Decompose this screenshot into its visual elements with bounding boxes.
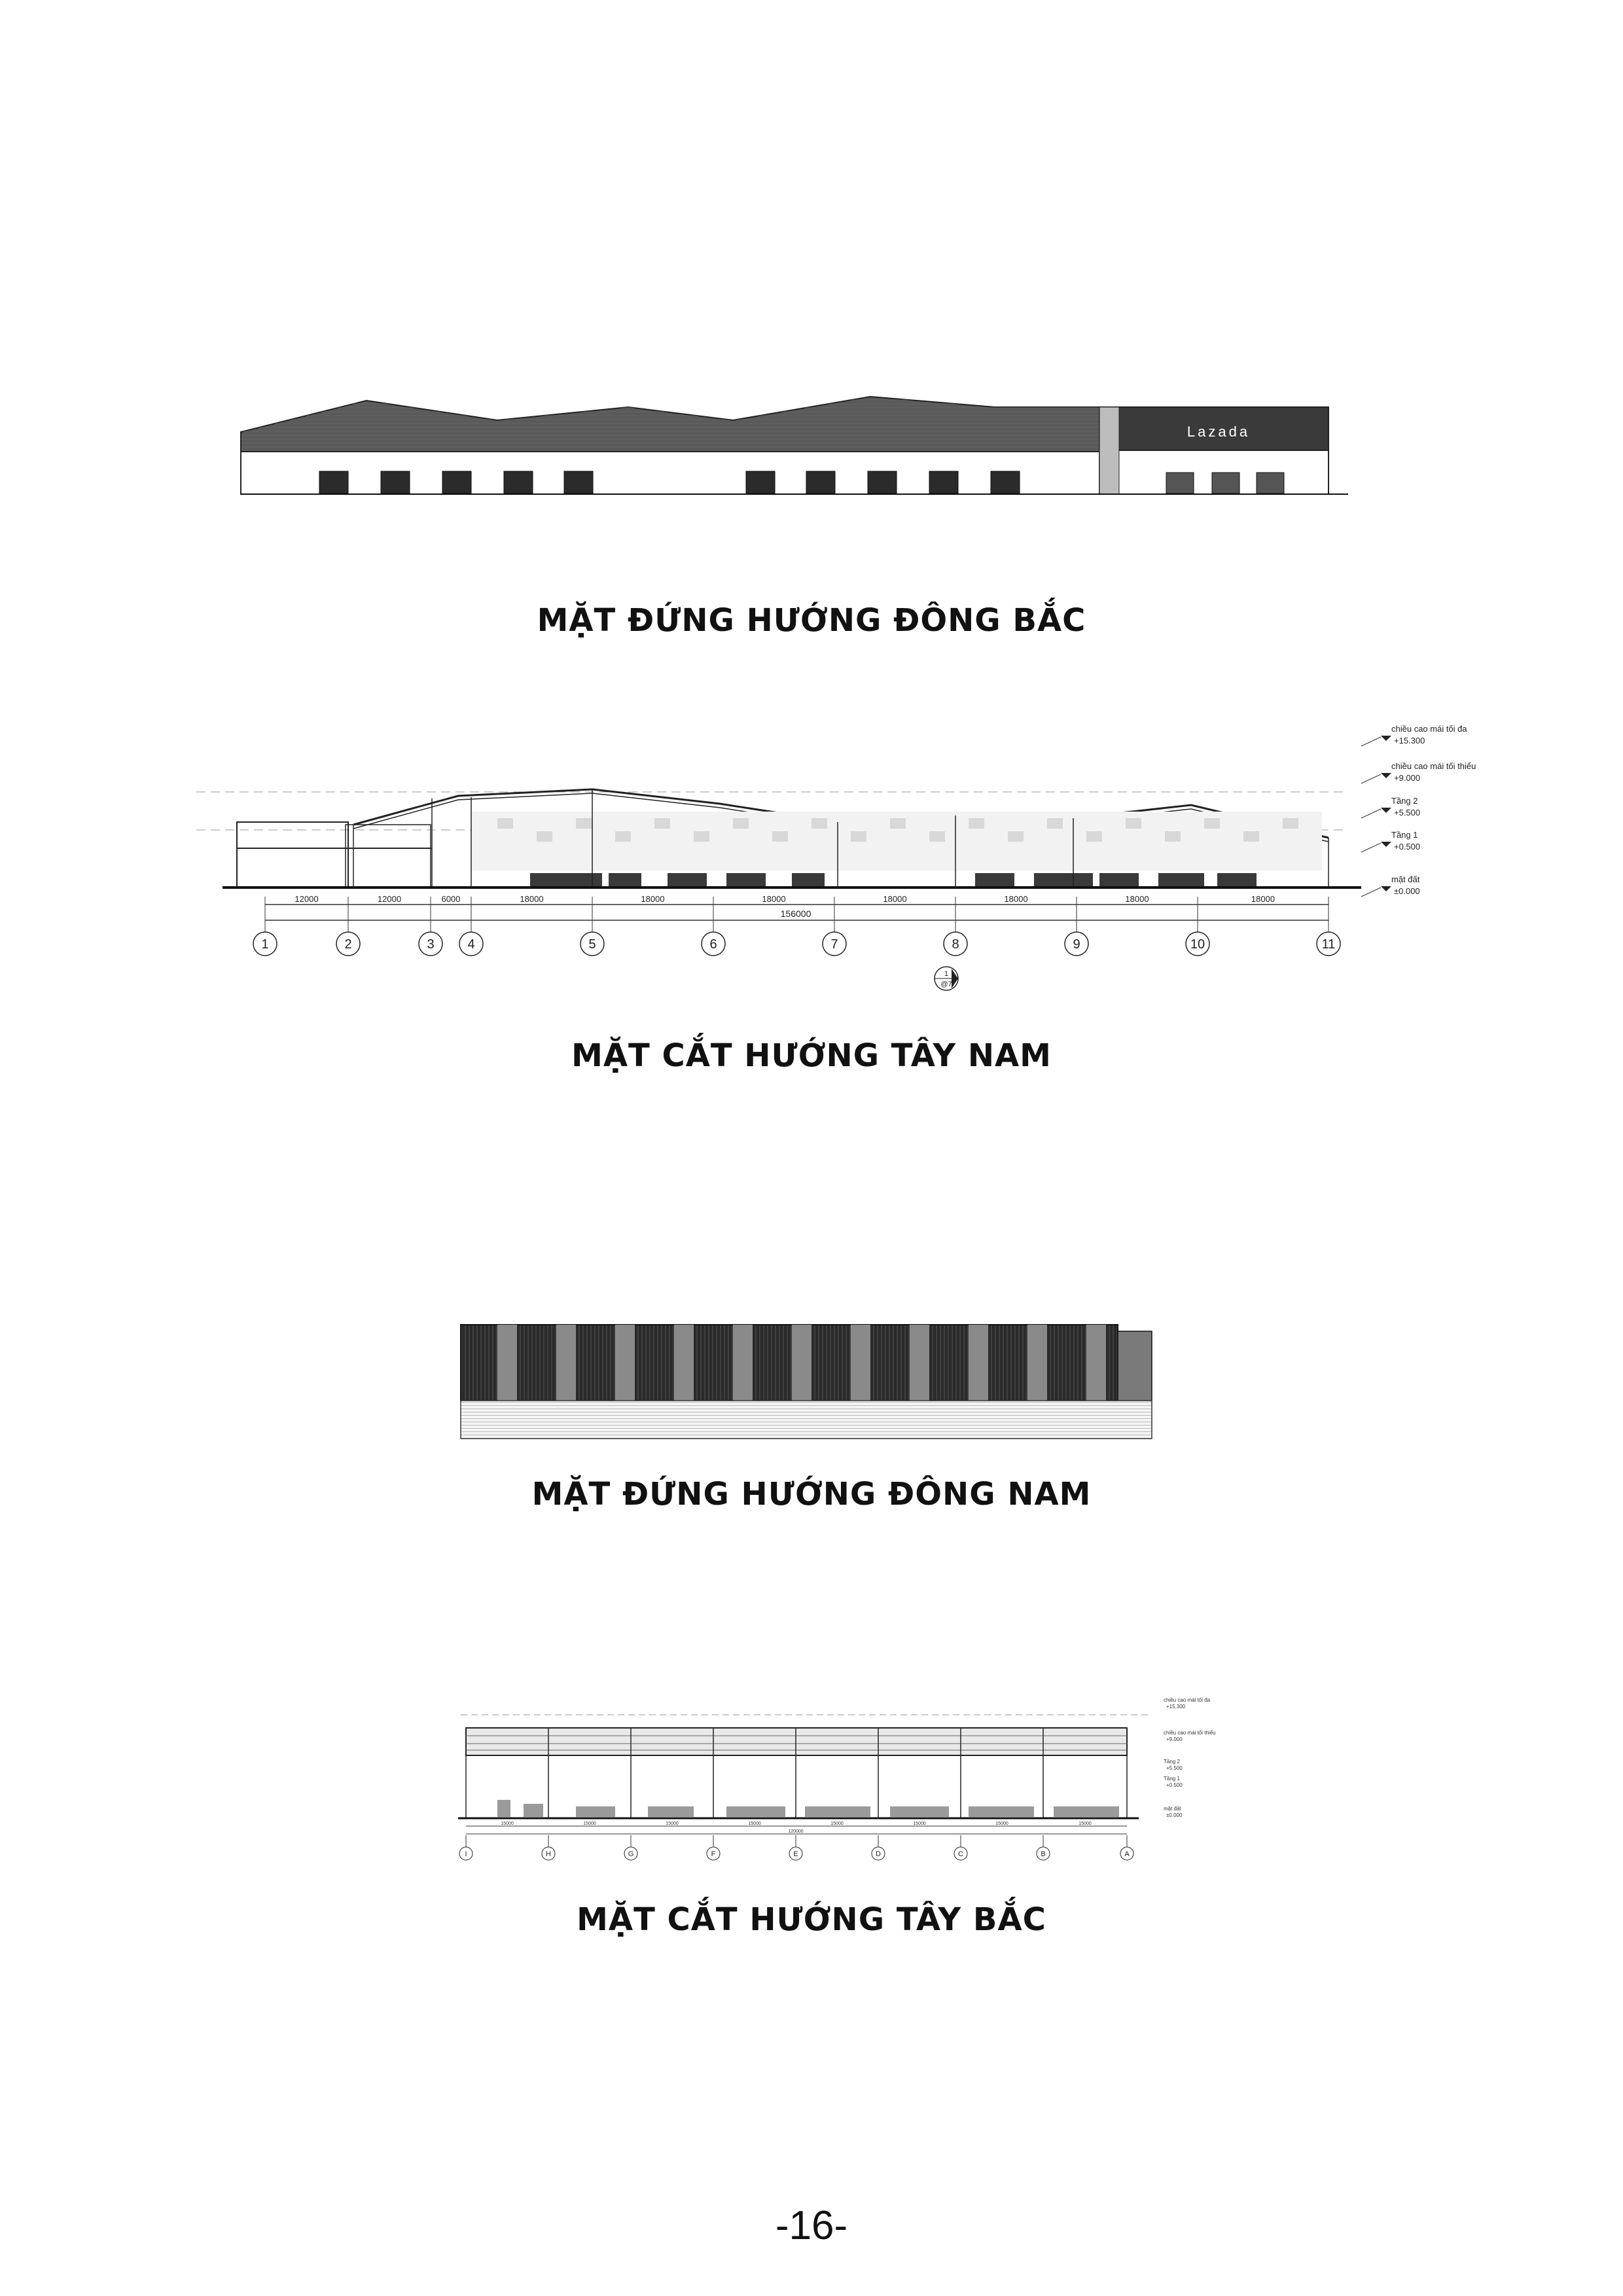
grid-axis-bubble (336, 897, 360, 956)
grid-axis-bubble (419, 897, 442, 956)
grid-axis-label: 7 (830, 937, 838, 952)
level-label: Tầng 1 (1164, 1776, 1180, 1782)
total-dimension: 156000 (780, 908, 812, 919)
span-dimension: 12000 (377, 894, 402, 904)
grid-axis-label: 6 (709, 937, 717, 952)
grid-axis-label: 9 (1073, 937, 1080, 952)
rack-rows (497, 1800, 1119, 1817)
level-marker (1361, 796, 1420, 818)
level-marker (1164, 1776, 1183, 1788)
caption-northeast-elevation: MẶT ĐỨNG HƯỚNG ĐÔNG BẮC (537, 602, 1086, 639)
grid-axis-bubble (459, 897, 483, 956)
level-marker (1164, 1759, 1183, 1771)
level-marker (1164, 1697, 1211, 1710)
span-dimension: 15000 (995, 1821, 1008, 1826)
grid-axis-label: 5 (588, 937, 596, 952)
northeast-elevation-drawing (0, 367, 1623, 524)
level-label: chiều cao mái tối đa (1164, 1697, 1211, 1703)
caption-northwest-section: MẶT CẮT HƯỚNG TÂY BẮC (577, 1901, 1046, 1938)
grid-axis-label: A (1124, 1850, 1130, 1858)
roof-truss-band (466, 1728, 1127, 1755)
grid-axis-label: 4 (467, 937, 475, 952)
level-value: ±0.000 (1394, 886, 1420, 896)
span-dimension: 15000 (913, 1821, 926, 1826)
span-dimension: 18000 (1125, 894, 1149, 904)
grid-axis-bubble (944, 897, 967, 956)
span-dimension: 15000 (583, 1821, 596, 1826)
grid-axis-bubble (823, 897, 846, 956)
northwest-section-drawing (0, 1695, 1623, 1878)
grid-axis-label: C (958, 1850, 963, 1858)
level-label: chiều cao mái tối thiểu (1164, 1730, 1216, 1736)
brand-sign: Lazada (1186, 423, 1251, 440)
span-dimension: 18000 (1251, 894, 1275, 904)
grid-axis-bubble (459, 1835, 473, 1860)
grid-axis-bubble (789, 1835, 802, 1860)
level-value: +5.500 (1166, 1765, 1183, 1771)
level-label: Tầng 1 (1391, 830, 1418, 840)
section-marker-bottom: @7 (940, 980, 952, 988)
level-value: +0.500 (1394, 842, 1421, 852)
caption-southwest-section: MẶT CẮT HƯỚNG TÂY NAM (571, 1037, 1052, 1074)
level-label: Tầng 2 (1391, 796, 1418, 806)
grid-axis-bubble (580, 897, 604, 956)
grid-axis-label: H (546, 1850, 551, 1858)
level-marker (1361, 761, 1476, 783)
level-marker (1361, 874, 1420, 897)
grid-axis-bubble (1120, 1835, 1133, 1860)
span-dimension: 15000 (748, 1821, 761, 1826)
page-number: -16- (775, 2203, 848, 2248)
grid-axis-label: 11 (1321, 937, 1336, 952)
span-dimension: 18000 (1004, 894, 1028, 904)
grid-axis-bubble (1037, 1835, 1050, 1860)
level-marker (1361, 724, 1467, 746)
grid-axis-bubble (253, 897, 277, 956)
grid-axis-bubble (707, 1835, 720, 1860)
grid-axis-label: B (1041, 1850, 1046, 1858)
grid-axis-label: D (876, 1850, 881, 1858)
grid-axis-bubble (702, 897, 725, 956)
level-label: mặt đất (1391, 874, 1420, 884)
level-label: chiều cao mái tối thiểu (1391, 761, 1476, 771)
grid-axis-label: 8 (952, 937, 959, 952)
level-marker (1164, 1806, 1183, 1818)
span-dimension: 15000 (1079, 1821, 1092, 1826)
level-value: +9.000 (1394, 773, 1421, 783)
grid-axis-bubble (954, 1835, 967, 1860)
level-marker (1361, 830, 1420, 852)
grid-axis-label: E (793, 1850, 798, 1858)
grid-axis-bubble (1317, 897, 1340, 956)
level-value: +5.500 (1394, 808, 1421, 817)
section-marker-top: 1 (944, 970, 949, 978)
grid-axis-label: 3 (427, 937, 435, 952)
southeast-elevation-drawing (0, 1322, 1623, 1440)
level-label: chiều cao mái tối đa (1391, 724, 1467, 734)
grid-axis-label: I (465, 1850, 467, 1858)
span-dimension: 6000 (441, 894, 461, 904)
grid-axis-bubble (624, 1835, 637, 1860)
span-dimension: 18000 (883, 894, 907, 904)
span-dimension: 15000 (666, 1821, 679, 1826)
span-dimension: 18000 (520, 894, 544, 904)
office-section (237, 822, 348, 888)
section-marker (935, 967, 958, 990)
rack-pattern (471, 812, 1322, 870)
grid-axis-label: 2 (344, 937, 352, 952)
level-label: Tầng 2 (1164, 1759, 1180, 1765)
caption-southeast-elevation: MẶT ĐỨNG HƯỚNG ĐÔNG NAM (531, 1476, 1092, 1513)
grid-axis-label: 10 (1190, 937, 1205, 952)
total-dimension: 120000 (788, 1829, 804, 1834)
grid-axis-label: 1 (261, 937, 269, 952)
level-value: +9.000 (1166, 1736, 1183, 1742)
grid-axis-label: F (711, 1850, 716, 1858)
level-marker (1164, 1730, 1216, 1742)
facade-siding (461, 1401, 1152, 1439)
facade-wall (241, 452, 1106, 494)
grid-axis-bubble (1065, 897, 1088, 956)
grid-axis-bubble (872, 1835, 885, 1860)
grid-axis-label: G (628, 1850, 634, 1858)
span-dimension: 15000 (830, 1821, 844, 1826)
level-value: +15.300 (1166, 1704, 1186, 1710)
span-dimension: 18000 (641, 894, 665, 904)
span-dimension: 18000 (762, 894, 786, 904)
level-value: +0.500 (1166, 1782, 1183, 1788)
span-dimension: 12000 (294, 894, 319, 904)
level-label: mặt đất (1164, 1806, 1181, 1812)
loading-equipment (530, 873, 1257, 888)
grid-axis-bubble (1186, 897, 1209, 956)
level-value: ±0.000 (1166, 1812, 1183, 1818)
level-value: +15.300 (1394, 736, 1425, 745)
southwest-section-drawing (0, 720, 1623, 1008)
span-dimension: 15000 (501, 1821, 514, 1826)
grid-axis-bubble (542, 1835, 555, 1860)
